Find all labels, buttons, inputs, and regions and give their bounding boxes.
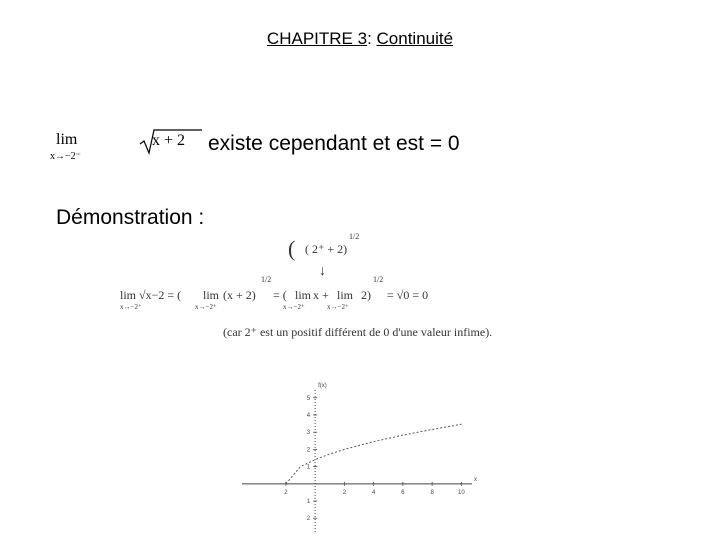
chapter-topic: Continuité <box>376 29 454 48</box>
x-tick-label: 10 <box>458 489 465 496</box>
demonstration-formula <box>115 228 555 346</box>
formula-sub-2: x→−2⁺ <box>195 303 217 311</box>
y-tick-label: 1 <box>306 499 311 506</box>
series-line <box>286 424 462 484</box>
formula-lim-1: lim <box>203 288 220 302</box>
demonstration-heading: Démonstration : <box>56 206 205 229</box>
y-axis-label: f(x) <box>318 383 327 389</box>
formula-equals-1: = ( <box>273 288 287 302</box>
formula-lhs: lim √x−2 = ( <box>120 288 182 302</box>
y-tick-label: 5 <box>306 395 311 402</box>
graph-svg <box>240 378 480 536</box>
title-separator: : <box>367 29 377 48</box>
top-exponent: 1/2 <box>349 232 360 241</box>
lim-subscript: x→−2⁻ <box>50 151 81 162</box>
y-tick-label: 3 <box>306 430 311 437</box>
formula-paren-group: (x + 2) <box>223 288 256 302</box>
formula-sub-4: x→−2⁺ <box>327 303 349 311</box>
paren-icon: ( <box>288 236 296 261</box>
y-tick-label: 2 <box>306 447 311 454</box>
top-expression: ( 2⁺ + 2) <box>305 242 348 256</box>
x-tick-label: 2 <box>342 489 347 496</box>
formula-constant: 2) <box>361 288 371 302</box>
page-title <box>0 29 720 49</box>
square-root <box>94 127 204 157</box>
formula-exponent-1: 1/2 <box>261 275 272 284</box>
radical-sign-icon <box>94 127 204 157</box>
x-axis-label: x <box>474 476 477 483</box>
down-arrow-icon: ↓ <box>319 264 326 279</box>
x-tick-label: 4 <box>371 489 376 496</box>
lim-operator: lim <box>56 131 78 148</box>
formula-exponent-2: 1/2 <box>373 275 384 284</box>
function-graph <box>240 378 480 541</box>
formula-sub-3: x→−2⁺ <box>283 303 305 311</box>
chapter-label: CHAPITRE 3 <box>266 29 368 48</box>
demonstration-note: (car 2⁺ est un positif différent de 0 d'une valeur infime). <box>223 325 493 339</box>
formula-x-term: x + <box>313 288 329 302</box>
y-tick-label: 2 <box>306 516 311 523</box>
y-tick-label: 1 <box>306 464 311 471</box>
formula-lim-2: lim <box>295 288 312 302</box>
x-tick-label: 8 <box>430 489 434 496</box>
formula-lim-3: lim <box>337 288 354 302</box>
formula-sub-1: x→−2⁺ <box>120 303 142 311</box>
x-tick-label: 2 <box>284 489 288 496</box>
formula-result: = √0 = 0 <box>387 288 429 302</box>
limit-claim: existe cependant et est = 0 <box>208 132 460 155</box>
radicand: x + 2 <box>152 132 186 149</box>
x-tick-label: 6 <box>401 489 405 496</box>
y-tick-label: 4 <box>306 412 311 419</box>
